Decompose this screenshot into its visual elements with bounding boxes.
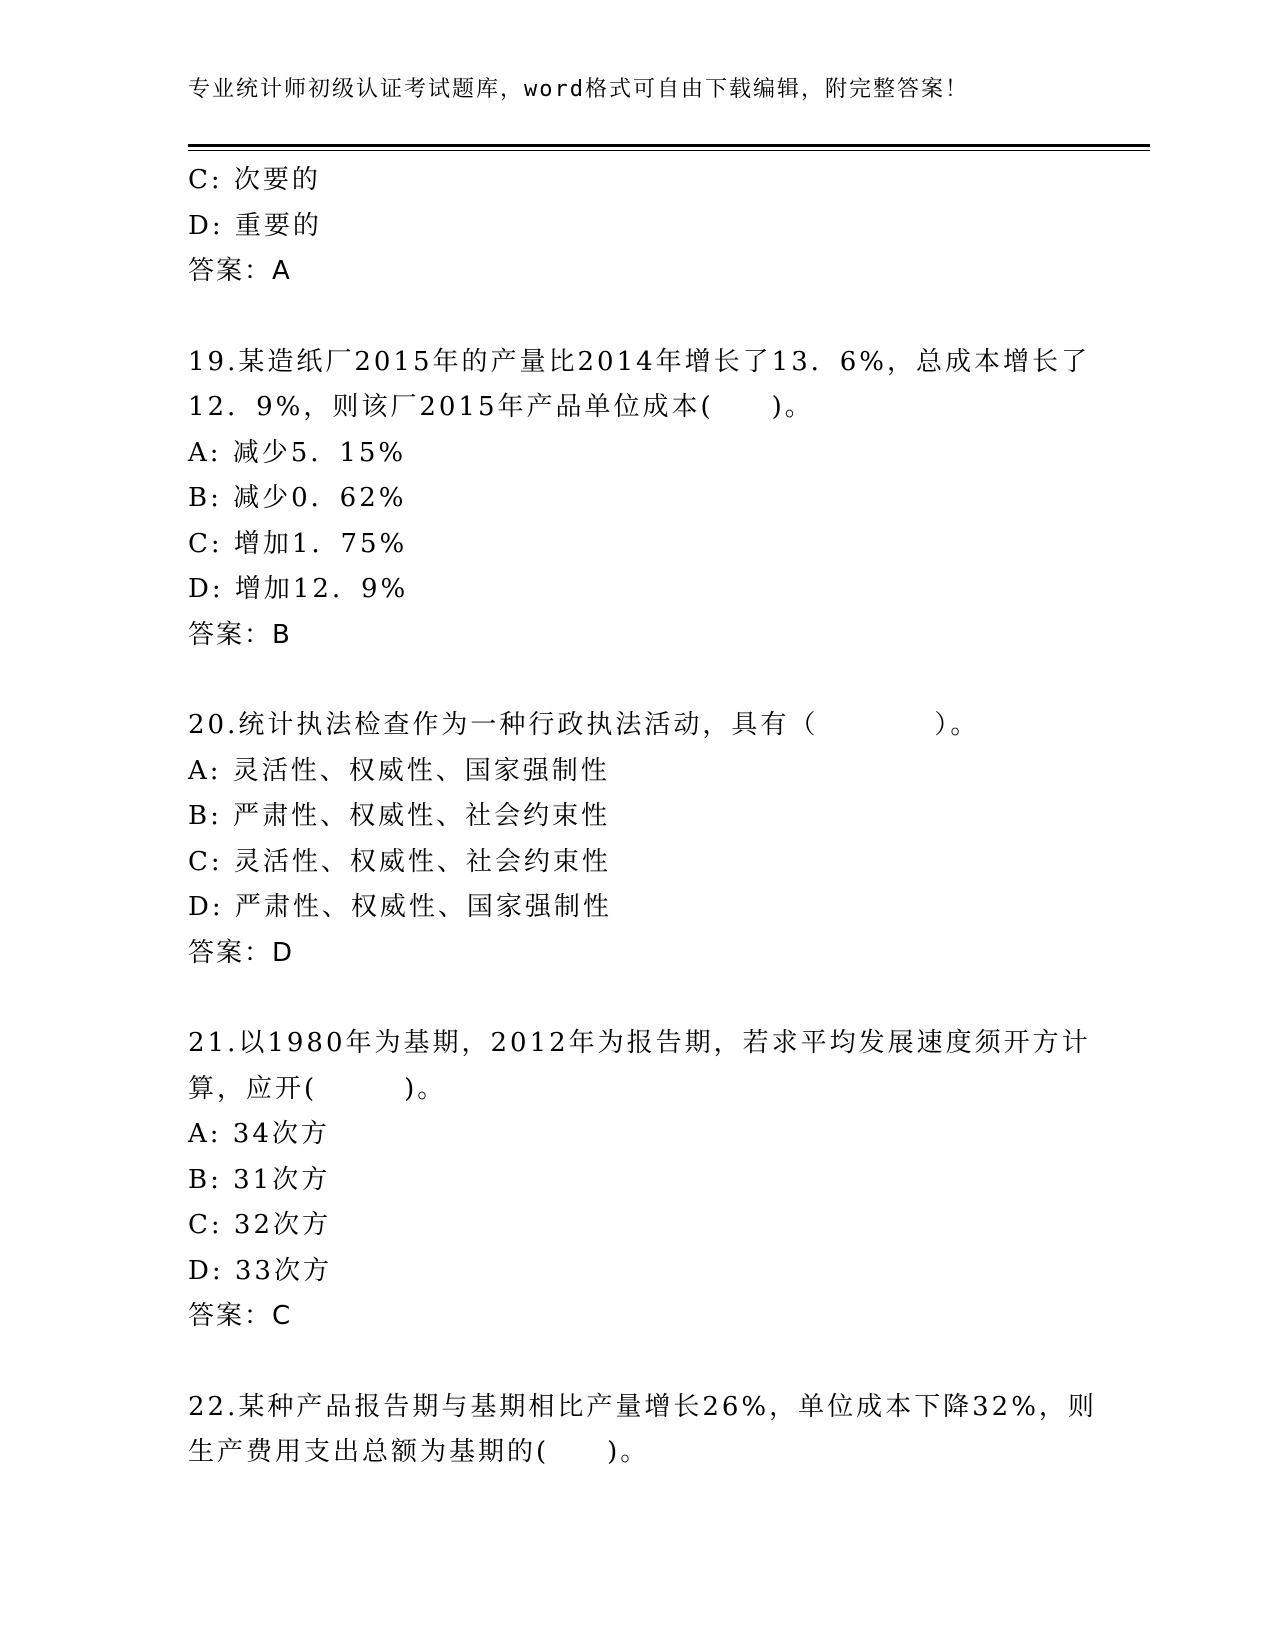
option-d: D: 严肃性、权威性、国家强制性 (188, 892, 612, 922)
answer: 答案：B (188, 619, 292, 650)
question-text: 算，应开( )。 (188, 1073, 447, 1104)
question-text: 22.某种产品报告期与基期相比产量增长26%，单位成本下降32%，则 (188, 1391, 1097, 1422)
option-a: A: 减少5．15% (188, 437, 407, 468)
option-c: C: 32次方 (188, 1210, 332, 1240)
question-continued (188, 158, 1108, 295)
question-22 (188, 1385, 1108, 1476)
option-a: A: 34次方 (188, 1119, 330, 1149)
answer: 答案：D (188, 937, 295, 968)
answer: 答案：C (188, 1301, 293, 1331)
question-list (188, 158, 1108, 1476)
page-header: 专业统计师初级认证考试题库，word格式可自由下载编辑，附完整答案！ (188, 77, 969, 102)
question-text: 12．9%，则该厂2015年产品单位成本( )。 (188, 392, 814, 422)
question-21 (188, 1021, 1108, 1340)
question-text: 19.某造纸厂2015年的产量比2014年增长了13．6%，总成本增长了 (188, 346, 1091, 377)
option-d: D: 增加12．9% (188, 574, 409, 604)
header-rule (188, 144, 1150, 147)
option-b: B: 严肃性、权威性、社会约束性 (188, 801, 611, 831)
option-c: C: 增加1．75% (188, 528, 408, 559)
option-d: D: 33次方 (188, 1255, 332, 1286)
question-19 (188, 340, 1108, 659)
option-c: C: 次要的 (188, 165, 321, 195)
question-text: 20.统计执法检查作为一种行政执法活动，具有（ ）。 (188, 710, 980, 740)
answer: 答案：A (188, 256, 292, 286)
question-text: 21.以1980年为基期，2012年为报告期，若求平均发展速度须开方计 (188, 1028, 1091, 1058)
option-a: A: 灵活性、权威性、国家强制性 (188, 755, 610, 786)
question-text: 生产费用支出总额为基期的( )。 (188, 1437, 650, 1467)
header-rule-thin (188, 150, 1150, 151)
option-d: D: 重要的 (188, 210, 322, 241)
question-20 (188, 703, 1108, 976)
option-b: B: 减少0．62% (188, 483, 407, 513)
option-c: C: 灵活性、权威性、社会约束性 (188, 846, 611, 877)
option-b: B: 31次方 (188, 1164, 331, 1195)
